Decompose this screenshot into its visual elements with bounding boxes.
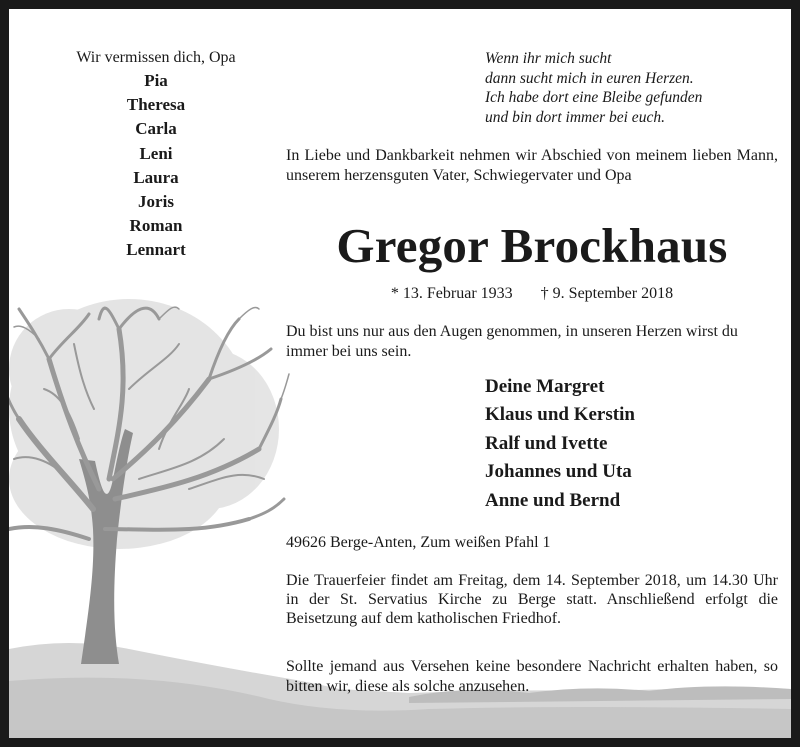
poem-line: und bin dort immer bei euch. xyxy=(485,108,665,126)
poem-line: Ich habe dort eine Bleibe gefunden xyxy=(485,89,703,106)
grandchild-name: Joris xyxy=(138,192,174,212)
mourner-name: Deine Margret xyxy=(485,376,605,397)
mourner-name: Anne und Bernd xyxy=(485,489,621,511)
mourner-name: Klaus und Kerstin xyxy=(485,404,635,426)
memorial-quote: Du bist uns nur aus den Augen genommen, in unseren Herzen wirst du immer bei uns sein. xyxy=(286,323,738,360)
mourners-list xyxy=(485,373,785,515)
funeral-details: Die Trauerfeier findet am Freitag, dem 14. September 2018, um 14.30 Uhr in der St. Servatius Kirche zu Berge statt. Anschließend erfolgt die Beisetzung auf dem katholischen Friedhof. xyxy=(286,572,778,628)
grandchildren-intro: Wir vermissen dich, Opa xyxy=(76,49,236,66)
grandchild-name: Carla xyxy=(135,119,177,139)
poem-line: dann sucht mich in euren Herzen. xyxy=(485,69,694,87)
family-address: 49626 Berge-Anten, Zum weißen Pfahl 1 xyxy=(286,534,551,551)
tree-canopy xyxy=(9,299,279,549)
grandchild-name: Leni xyxy=(139,143,173,163)
notification-notice: Sollte jemand aus Versehen keine besondere Nachricht erhalten haben, so bitten wir, diese als solche anzusehen. xyxy=(286,658,778,695)
deceased-name: Gregor Brockhaus xyxy=(336,218,728,273)
poem-line: Wenn ihr mich sucht xyxy=(485,50,612,67)
poem xyxy=(485,49,785,127)
grandchild-name: Lennart xyxy=(126,240,186,260)
grandchild-name: Theresa xyxy=(126,95,186,115)
mourner-name: Johannes und Uta xyxy=(485,461,632,483)
grandchild-name: Pia xyxy=(144,71,168,90)
grandchild-name: Laura xyxy=(133,167,179,187)
mourner-name: Ralf und Ivette xyxy=(485,432,608,454)
grandchild-name: Roman xyxy=(129,216,183,236)
farewell-intro: In Liebe und Dankbarkeit nehmen wir Abschied von meinem lieben Mann, unserem herzensguten Vater, Schwiegervater und Opa xyxy=(286,147,778,184)
birth-date: * 13. Februar 1933 xyxy=(390,285,513,302)
death-date: † 9. September 2018 xyxy=(540,285,674,302)
life-dates xyxy=(286,284,778,304)
grandchildren-block xyxy=(51,47,261,263)
